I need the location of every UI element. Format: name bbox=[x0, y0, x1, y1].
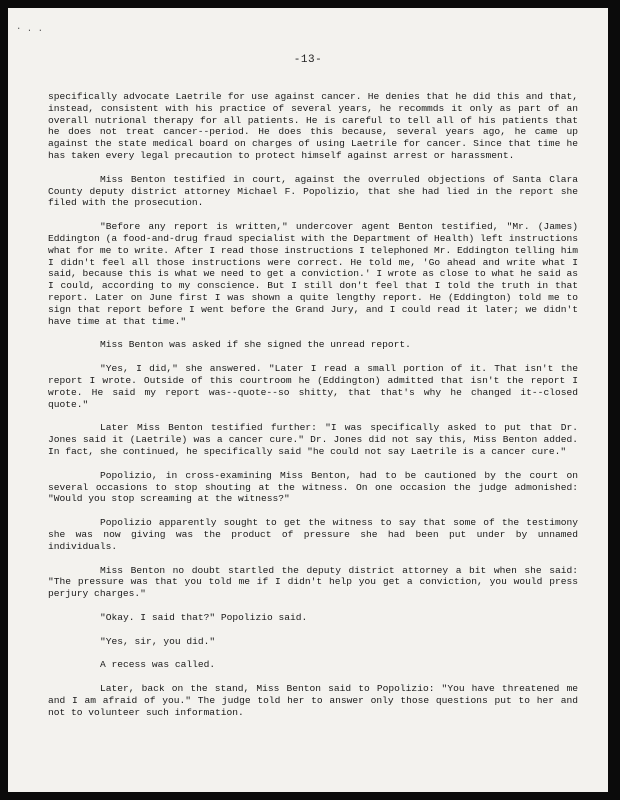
paragraph: Popolizio apparently sought to get the witness to say that some of the testimony she was now giving was the product of pressure she had been put under by unnamed individuals. bbox=[48, 517, 578, 552]
document-page bbox=[8, 8, 608, 792]
paragraph: A recess was called. bbox=[100, 659, 216, 671]
paragraph: Miss Benton no doubt startled the deputy district attorney a bit when she said: "The pressure was that you told me if I didn't help you get a conviction, you would press perjury charges." bbox=[48, 564, 578, 600]
paragraph: specifically advocate Laetrile for use against cancer. He denies that he did this and that, instead, consistent with his practice of several years, he recommds it only as part of an overall nutrional therapy for all patients. He is careful to tell all of his patients that he does not treat cancer--period. He does this because, several years ago, he came up against the state medical board on charges of using Laetrile for cancer. Since that time he has taken every legal precaution to protect himself against arrest or harassment. bbox=[48, 91, 578, 161]
paragraph: "Yes, sir, you did." bbox=[100, 635, 216, 647]
page-number: -13- bbox=[293, 54, 323, 66]
paragraph: Miss Benton was asked if she signed the unread report. bbox=[100, 339, 411, 351]
paragraph: Popolizio, in cross-examining Miss Benton, had to be cautioned by the court on several occasions to stop shouting at the witness. On one occasion the judge admonished: "Would you stop screaming at the witness?" bbox=[48, 469, 578, 505]
paragraph: "Yes, I did," she answered. "Later I read a small portion of it. That isn't the report I wrote. Outside of this courtroom he (Eddington) admitted that isn't the report I wrote. He said my report was--quote--so shitty, that that's why he changed it--closed quote." bbox=[48, 363, 578, 410]
paragraph: Miss Benton testified in court, against the overruled objections of Santa Clara County deputy district attorney Michael F. Popolizio, that she had lied in the report she filed with the prosecution. bbox=[48, 173, 578, 209]
paragraph: Later Miss Benton testified further: "I was specifically asked to put that Dr. Jones said it (Laetrile) was a cancer cure." Dr. Jones did not say this, Miss Benton added. In fact, she continued, he specifically said "he could not say Laetrile is a cancer cure." bbox=[48, 422, 578, 457]
paragraph: Later, back on the stand, Miss Benton said to Popolizio: "You have threatened me and I am afraid of you." The judge told her to answer only those questions put to her and not to volunteer such information. bbox=[48, 683, 578, 718]
body-text bbox=[48, 91, 578, 731]
paragraph: "Before any report is written," undercover agent Benton testified, "Mr. (James) Eddington (a food-and-drug fraud specialist with the Department of Health) left instructions what for me to write. After I read those instructions I telephoned Mr. Eddington telling him I didn't feel all those instructions were correct. He told me, 'Go ahead and write what I said, because this is what we need to get a conviction.' I wrote as close to what he said as I could, according to my conscience. But I still don't feel that I told the truth in that report. Later on June first I was shown a quite lengthy report. He (Eddington) told me to sign that report before I went before the Grand Jury, and I could read it later; we didn't have time at that time." bbox=[48, 221, 578, 327]
corner-marks: · . . bbox=[16, 24, 44, 34]
paragraph: "Okay. I said that?" Popolizio said. bbox=[100, 611, 308, 623]
